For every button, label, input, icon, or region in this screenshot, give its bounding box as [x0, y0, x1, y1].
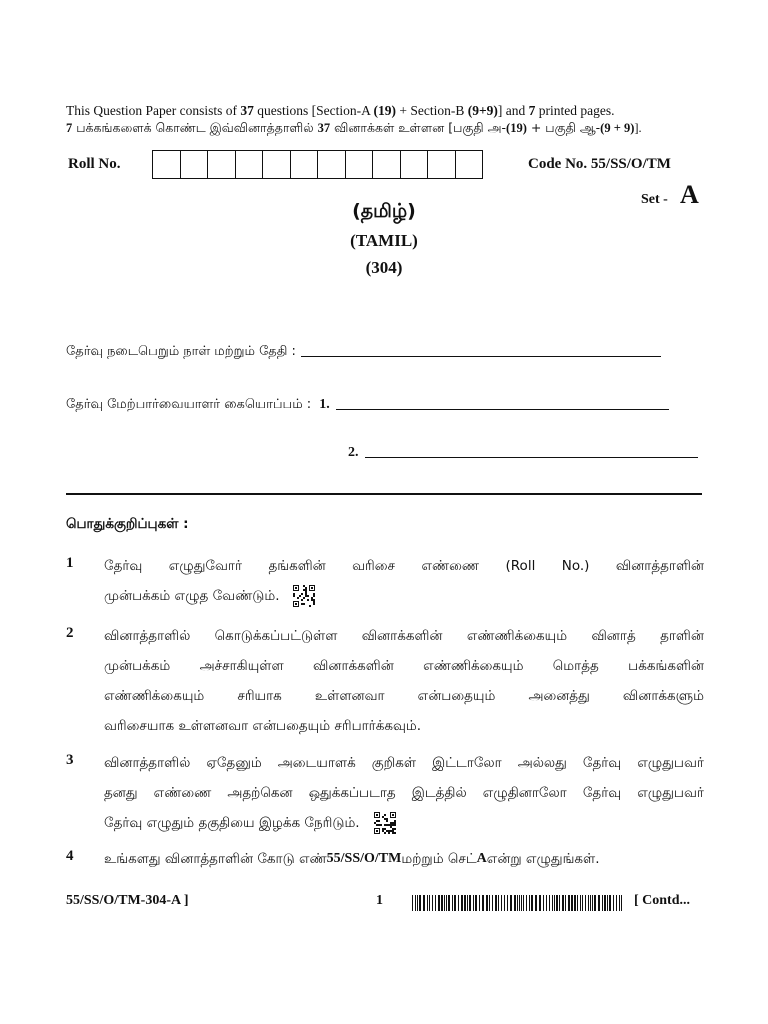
roll-number-boxes[interactable] [152, 150, 483, 179]
signature-number-1: 1. [319, 397, 330, 412]
roll-number-box[interactable] [262, 150, 291, 179]
instruction-number: 4 [66, 848, 74, 864]
roll-number-box[interactable] [152, 150, 181, 179]
instruction-line: தேர்வு எழுதுவோர் தங்களின் வரிசை எண்ணை (Roll No.) வினாத்தாளின் [104, 558, 704, 574]
invigilator-signature-field-2[interactable] [365, 456, 698, 458]
instruction-line: தேர்வு எழுதும் தகுதியை இழக்க நேரிடும். [104, 812, 704, 842]
roll-number-box[interactable] [290, 150, 319, 179]
code-number: Code No. 55/SS/O/TM [528, 156, 671, 172]
subject-code: (304) [365, 258, 403, 277]
instruction-line: உங்களது வினாத்தாளின் கோடு எண் 55/SS/O/TM மற்றும் செட் A என்று எழுதுங்கள். [104, 851, 600, 867]
instruction-line: வரிசையாக உள்ளனவா என்பதையும் சரிபார்க்கவும். [104, 718, 422, 734]
exam-date-row [66, 344, 661, 360]
instruction-line: வினாத்தாளில் ஏதேனும் அடையாளக் குறிகள் இட்டாலோ அல்லது தேர்வு எழுதுபவர் [104, 755, 704, 771]
instruction-number: 2 [66, 625, 74, 641]
section-divider [66, 493, 702, 495]
signature-number-2: 2. [348, 445, 359, 460]
roll-number-box[interactable] [235, 150, 264, 179]
roll-number-box[interactable] [317, 150, 346, 179]
instruction-line: எண்ணிக்கையும் சரியாக உள்ளனவா என்பதையும் அனைத்து வினாக்களும் [104, 688, 704, 704]
subject-title-tamil: (தமிழ்) [352, 200, 416, 222]
roll-number-box[interactable] [207, 150, 236, 179]
roll-number-box[interactable] [180, 150, 209, 179]
qr-code-icon [374, 812, 396, 834]
header-tamil-line: 7 பக்கங்களைக் கொண்ட இவ்வினாத்தாளில் 37 வினாக்கள் உள்ளன [பகுதி அ-(19) + பகுதி ஆ-(9 + 9)]. [66, 120, 642, 135]
roll-number-box[interactable] [455, 150, 484, 179]
set-label: Set - [641, 192, 668, 207]
instruction-line: தனது எண்ணை அதற்கென ஒதுக்கப்படாத இடத்தில் எழுதினாலோ தேர்வு எழுதுபவர் [104, 785, 704, 801]
barcode-icon [412, 895, 624, 911]
header-english-line: This Question Paper consists of 37 questions [Section-A (19) + Section-B (9+9)] and 7 printed pages. [66, 103, 615, 118]
invigilator-signature-row-2 [348, 445, 698, 461]
roll-number-box[interactable] [427, 150, 456, 179]
invigilator-signature-row-1 [66, 397, 669, 413]
continued-label: [ Contd... [634, 893, 691, 908]
set-value: A [680, 180, 699, 209]
invigilator-signature-field-1[interactable] [336, 408, 669, 410]
general-instructions-heading: பொதுக்குறிப்புகள் : [66, 516, 189, 532]
footer-paper-code: 55/SS/O/TM-304-A ] [66, 893, 189, 908]
exam-date-label: தேர்வு நடைபெறும் நாள் மற்றும் தேதி : [66, 344, 296, 359]
instruction-number: 3 [66, 752, 74, 768]
instruction-number: 1 [66, 555, 74, 571]
roll-number-box[interactable] [400, 150, 429, 179]
invigilator-signature-label: தேர்வு மேற்பார்வையாளர் கையொப்பம் : [66, 397, 312, 412]
instruction-line: முன்பக்கம் அச்சாகியுள்ள வினாக்களின் எண்ணிக்கையும் மொத்த பக்கங்களின் [104, 658, 704, 674]
instruction-line: வினாத்தாளில் கொடுக்கப்பட்டுள்ள வினாக்களின் எண்ணிக்கையும் வினாத் தாளின் [104, 628, 704, 644]
qr-code-icon [293, 585, 315, 607]
exam-date-field[interactable] [301, 355, 661, 357]
roll-number-label: Roll No. [68, 156, 121, 172]
page-number: 1 [376, 893, 383, 908]
roll-number-box[interactable] [345, 150, 374, 179]
roll-number-box[interactable] [372, 150, 401, 179]
instruction-line: முன்பக்கம் எழுத வேண்டும். [104, 585, 704, 615]
subject-title-english: (TAMIL) [350, 231, 418, 250]
